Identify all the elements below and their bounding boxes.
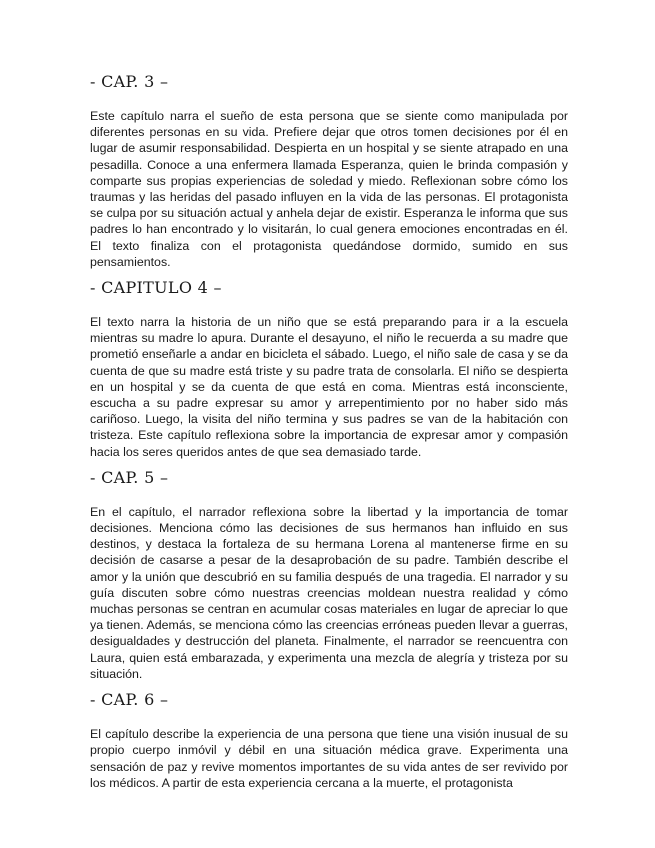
- chapter-3-summary: Este capítulo narra el sueño de esta persona que se siente como manipulada por diferentes personas en su vida. Prefiere dejar que otros tomen decisiones por él en lugar de asumir responsabilidad. Despierta en un hospital y se siente atrapado en una pesadilla. Conoce a una enfermera llamada Esperanza, quien le brinda compasión y comparte sus propias experiencias de soledad y miedo. Reflexionan sobre cómo los traumas y las heridas del pasado influyen en la vida de las personas. El protagonista se culpa por su situación actual y anhela dejar de existir. Esperanza le informa que sus padres lo han encontrado y lo visitarán, lo cual genera emociones encontradas en él. El texto finaliza con el protagonista quedándose dormido, sumido en sus pensamientos.: [90, 109, 568, 269]
- chapter-4-summary: El texto narra la historia de un niño que se está preparando para ir a la escuela mientras su madre lo apura. Durante el desayuno, el niño le recuerda a su madre que prometió enseñarle a andar en bicicleta el sábado. Luego, el niño sale de casa y se da cuenta de que su madre está triste y su padre trata de consolarla. El niño se despierta en un hospital y se da cuenta de que está en coma. Mientras está inconsciente, escucha a su padre expresar su amor y arrepentimiento por no haber sido más cariñoso. Luego, la visita del niño termina y sus padres se van de la habitación con tristeza. Este capítulo reflexiona sobre la importancia de expresar amor y compasión hacia los seres queridos antes de que sea demasiado tarde.: [90, 315, 568, 459]
- chapter-5-summary: En el capítulo, el narrador reflexiona sobre la libertad y la importancia de tomar decisiones. Menciona cómo las decisiones de sus hermanos han influido en sus destinos, y destaca la fortaleza de su hermana Lorena al mantenerse firme en su decisión de casarse a pesar de la desaprobación de su padre. También describe el amor y la unión que descubrió en su familia después de una tragedia. El narrador y su guía discuten sobre cómo nuestras creencias moldean nuestra realidad y cómo muchas personas se centran en acumular cosas materiales en lugar de apreciar lo que ya tienen. Además, se menciona cómo las creencias erróneas pueden llevar a guerras, desigualdades y destrucción del planeta. Finalmente, el narrador se reencuentra con Laura, quien está embarazada, y experimenta una mezcla de alegría y tristeza por su situación.: [90, 504, 568, 681]
- chapter-5-heading: - CAP. 5 –: [90, 467, 169, 487]
- chapter-4-heading: - CAPITULO 4 –: [90, 278, 222, 298]
- chapter-6-heading: - CAP. 6 –: [90, 690, 169, 710]
- chapter-3-section: [90, 72, 568, 270]
- chapter-3-heading: - CAP. 3 –: [90, 72, 169, 91]
- chapter-6-section: [90, 690, 568, 791]
- document-page: [90, 72, 568, 799]
- chapter-5-section: [90, 468, 568, 682]
- chapter-4-section: [90, 278, 568, 460]
- chapter-6-summary: El capítulo describe la experiencia de una persona que tiene una visión inusual de su propio cuerpo inmóvil y débil en una situación médica grave. Experimenta una sensación de paz y revive momentos importantes de su vida antes de ser revivido por los médicos. A partir de esta experiencia cercana a la muerte, el protagonista: [90, 727, 568, 790]
